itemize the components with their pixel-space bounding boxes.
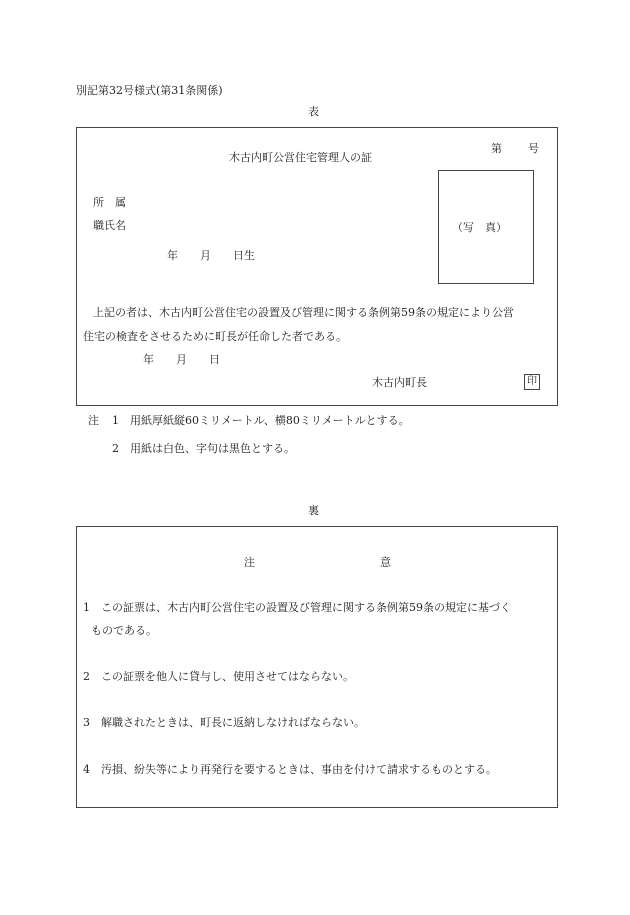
notes-prefix: 注 bbox=[88, 414, 99, 427]
back-item-2: 2 この証票を他人に貸与し、使用させてはならない。 bbox=[83, 670, 354, 683]
note-2-num: 2 bbox=[112, 442, 119, 455]
birth-date: 年 月 日生 bbox=[167, 249, 255, 262]
front-card bbox=[76, 127, 558, 406]
number-go: 号 bbox=[528, 142, 539, 155]
statement-line-1: 上記の者は、木古内町公営住宅の設置及び管理に関する条例第59条の規定により公営 bbox=[93, 306, 514, 319]
back-item-1-line-2: ものである。 bbox=[91, 624, 157, 637]
back-item-1-line-1: 1 この証票は、木古内町公営住宅の設置及び管理に関する条例第59条の規定に基づく bbox=[83, 601, 511, 614]
seal-mark: 印 bbox=[524, 374, 540, 390]
affiliation-label: 所 属 bbox=[93, 196, 126, 209]
back-label: 裏 bbox=[308, 504, 319, 517]
back-card bbox=[76, 526, 558, 808]
note-1-num: 1 bbox=[112, 414, 119, 427]
card-title: 木古内町公営住宅管理人の証 bbox=[229, 151, 372, 164]
statement-line-2: 住宅の検査をさせるために町長が任命した者である。 bbox=[83, 330, 347, 343]
back-heading-right: 意 bbox=[380, 556, 391, 569]
front-label: 表 bbox=[308, 105, 319, 118]
back-heading-left: 注 bbox=[244, 556, 255, 569]
photo-box bbox=[438, 170, 534, 284]
form-title: 別記第32号様式(第31条関係) bbox=[76, 84, 223, 97]
issue-date: 年 月 日 bbox=[143, 353, 220, 366]
mayor-label: 木古内町長 bbox=[372, 376, 427, 389]
back-item-3: 3 解職されたときは、町長に返納しなければならない。 bbox=[83, 716, 365, 729]
job-name-label: 職氏名 bbox=[93, 219, 126, 232]
back-item-4: 4 汚損、紛失等により再発行を要するときは、事由を付けて請求するものとする。 bbox=[83, 763, 497, 776]
number-dai: 第 bbox=[491, 142, 502, 155]
note-1-text: 用紙厚紙縦60ミリメートル、横80ミリメートルとする。 bbox=[130, 414, 410, 427]
note-2-text: 用紙は白色、字句は黒色とする。 bbox=[130, 442, 295, 455]
photo-label: （写 真） bbox=[452, 221, 507, 234]
